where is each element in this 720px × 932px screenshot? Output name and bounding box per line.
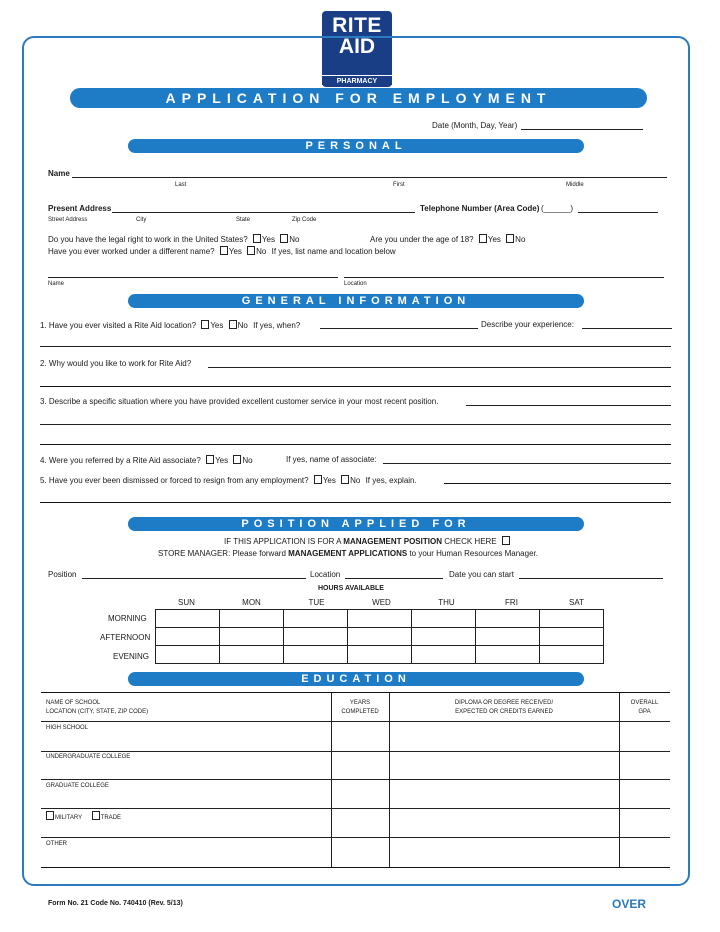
date-label: Date (Month, Day, Year) xyxy=(432,121,518,130)
other-name-yes-checkbox[interactable] xyxy=(220,246,228,255)
row-evening: EVENING xyxy=(113,652,150,661)
age-yes-label: Yes xyxy=(487,235,501,244)
store-bold: MANAGEMENT APPLICATIONS xyxy=(288,549,408,558)
store-pre: STORE MANAGER: Please forward xyxy=(158,549,289,558)
management-checkbox[interactable] xyxy=(502,536,510,545)
edu-row-graduate: GRADUATE COLLEGE xyxy=(46,783,109,789)
row-morning: MORNING xyxy=(108,614,147,623)
q1-yes-label: Yes xyxy=(210,321,224,330)
q5-no-checkbox[interactable] xyxy=(341,475,349,484)
hours-cell[interactable] xyxy=(476,646,540,664)
q4-tail: If yes, name of associate: xyxy=(286,455,377,464)
q4-row xyxy=(40,455,253,465)
management-post: CHECK HERE xyxy=(441,537,497,546)
legal-yes-checkbox[interactable] xyxy=(253,234,261,243)
first-caption: First xyxy=(393,182,405,188)
edu-col3-header-l2: EXPECTED OR CREDITS EARNED xyxy=(455,709,553,715)
management-bold: MANAGEMENT POSITION xyxy=(343,537,442,546)
position-label: Position xyxy=(48,570,77,579)
hours-cell[interactable] xyxy=(540,646,604,664)
q3-text: 3. Describe a specific situation where you have provided excellent customer service in your most recent position. xyxy=(40,397,439,406)
logo-text-pharmacy: PHARMACY xyxy=(322,75,392,85)
age-yes-checkbox[interactable] xyxy=(479,234,487,243)
q5-answer-line[interactable] xyxy=(40,502,671,503)
edu-row-rule xyxy=(41,837,670,838)
q1-describe-field[interactable] xyxy=(582,328,672,329)
hours-row-evening xyxy=(156,646,604,664)
q5-text: 5. Have you ever been dismissed or forced to resign from any employment? xyxy=(40,476,309,485)
other-name-no-label: No xyxy=(256,247,267,256)
q1-text: 1. Have you ever visited a Rite Aid location? xyxy=(40,321,197,330)
q1-describe-text: Describe your experience: xyxy=(481,320,574,329)
q5-field[interactable] xyxy=(444,483,671,484)
city-caption: City xyxy=(136,217,147,223)
q1-no-label: No xyxy=(237,321,248,330)
logo-text-aid: AID xyxy=(338,35,376,58)
state-caption: State xyxy=(236,217,251,223)
other-name-yes-label: Yes xyxy=(228,247,242,256)
store-post: to your Human Resources Manager. xyxy=(407,549,538,558)
over-label: OVER xyxy=(612,897,647,911)
q1-when-text: If yes, when? xyxy=(253,321,301,330)
edu-col1-header-l1: NAME OF SCHOOL xyxy=(46,700,101,706)
q3-field[interactable] xyxy=(466,405,671,406)
hours-cell[interactable] xyxy=(412,628,476,646)
q1-answer-line[interactable] xyxy=(40,346,671,347)
hours-cell[interactable] xyxy=(156,646,220,664)
q2-field[interactable] xyxy=(208,367,671,368)
q4-field[interactable] xyxy=(383,463,671,464)
q4-text: 4. Were you referred by a Rite Aid associate? xyxy=(40,456,201,465)
logo-text-rite: RITE xyxy=(332,14,382,37)
edu-row-rule xyxy=(41,751,670,752)
trade-checkbox[interactable] xyxy=(92,811,100,820)
other-name-tail: If yes, list name and location below xyxy=(271,247,396,256)
store-manager-line xyxy=(158,549,538,558)
other-name-text: Have you ever worked under a different name? xyxy=(48,247,215,256)
q4-yes-label: Yes xyxy=(215,456,229,465)
edu-col4-header-l1: OVERALL xyxy=(630,700,659,706)
education-table xyxy=(41,692,670,868)
other-name-question xyxy=(48,246,396,256)
location-label: Location xyxy=(310,570,341,579)
age-question xyxy=(370,234,525,244)
day-mon: MON xyxy=(242,598,261,607)
q5-row xyxy=(40,475,417,485)
q4-no-checkbox[interactable] xyxy=(233,455,241,464)
location-field[interactable] xyxy=(345,578,443,579)
q2-answer-line[interactable] xyxy=(40,386,671,387)
address-field[interactable] xyxy=(112,212,415,213)
edu-header-rule xyxy=(41,721,670,722)
hours-cell[interactable] xyxy=(412,646,476,664)
edu-col2-header-l1: YEARS xyxy=(349,700,371,706)
hours-cell[interactable] xyxy=(348,628,412,646)
section-general-information: GENERAL INFORMATION xyxy=(128,294,584,308)
street-caption: Street Address xyxy=(48,217,88,223)
management-pre: IF THIS APPLICATION IS FOR A xyxy=(224,537,344,546)
hours-cell[interactable] xyxy=(220,646,284,664)
hours-cell[interactable] xyxy=(220,610,284,628)
hours-cell[interactable] xyxy=(220,628,284,646)
form-number: Form No. 21 Code No. 740410 (Rev. 5/13) xyxy=(48,900,183,907)
address-label: Present Address xyxy=(48,204,112,213)
edu-row-high-school: HIGH SCHOOL xyxy=(46,725,89,731)
other-name-no-checkbox[interactable] xyxy=(247,246,255,255)
legal-no-label: No xyxy=(289,235,300,244)
section-education: EDUCATION xyxy=(128,672,584,686)
q5-yes-label: Yes xyxy=(322,476,336,485)
edu-col-divider xyxy=(619,693,620,867)
edu-row-military-trade xyxy=(46,811,121,821)
hours-cell[interactable] xyxy=(412,610,476,628)
day-thu: THU xyxy=(438,598,455,607)
hours-cell[interactable] xyxy=(156,628,220,646)
hours-cell[interactable] xyxy=(284,610,348,628)
hours-cell[interactable] xyxy=(348,610,412,628)
name-small-caption: Name xyxy=(48,281,65,287)
hours-cell[interactable] xyxy=(284,646,348,664)
other-location-field[interactable] xyxy=(344,277,664,278)
q1-yes-checkbox[interactable] xyxy=(201,320,209,329)
hours-row-afternoon xyxy=(156,628,604,646)
q5-tail: If yes, explain. xyxy=(365,476,417,485)
location-small-caption: Location xyxy=(344,281,367,287)
hours-grid xyxy=(155,609,604,664)
edu-row-other: OTHER xyxy=(46,841,67,847)
hours-cell[interactable] xyxy=(284,628,348,646)
q5-no-label: No xyxy=(350,476,361,485)
section-personal: PERSONAL xyxy=(128,139,584,153)
q1-row xyxy=(40,320,300,330)
name-field[interactable] xyxy=(72,177,667,178)
q3-answer-line-2[interactable] xyxy=(40,444,671,445)
middle-caption: Middle xyxy=(566,182,584,188)
day-fri: FRI xyxy=(505,598,518,607)
name-label: Name xyxy=(48,169,70,178)
form-title: APPLICATION FOR EMPLOYMENT xyxy=(70,88,647,108)
q4-no-label: No xyxy=(242,456,253,465)
hours-cell[interactable] xyxy=(156,610,220,628)
legal-yes-label: Yes xyxy=(261,235,275,244)
section-position-applied-for: POSITION APPLIED FOR xyxy=(128,517,584,531)
military-checkbox[interactable] xyxy=(46,811,54,820)
position-field[interactable] xyxy=(82,578,306,579)
edu-row-undergraduate: UNDERGRADUATE COLLEGE xyxy=(46,754,131,760)
legal-right-question xyxy=(48,234,299,244)
hours-cell[interactable] xyxy=(476,610,540,628)
edu-col1-header-l2: LOCATION (CITY, STATE, ZIP CODE) xyxy=(46,709,149,715)
hours-row-morning xyxy=(156,610,604,628)
zip-caption: Zip Code xyxy=(292,217,317,223)
q1-when-field[interactable] xyxy=(320,328,478,329)
legal-right-text: Do you have the legal right to work in the United States? xyxy=(48,235,248,244)
military-label: MILITARY xyxy=(55,815,83,821)
age-text: Are you under the age of 18? xyxy=(370,235,474,244)
hours-cell[interactable] xyxy=(540,610,604,628)
management-line xyxy=(224,536,511,546)
day-sat: SAT xyxy=(569,598,584,607)
phone-field[interactable] xyxy=(578,212,658,213)
edu-col-divider xyxy=(389,693,390,867)
day-wed: WED xyxy=(372,598,391,607)
age-no-checkbox[interactable] xyxy=(506,234,514,243)
age-no-label: No xyxy=(515,235,526,244)
edu-col-divider xyxy=(331,693,332,867)
phone-area-code: (______) xyxy=(541,204,574,213)
row-afternoon: AFTERNOON xyxy=(100,633,151,642)
other-name-field[interactable] xyxy=(48,277,338,278)
edu-col4-header-l2: GPA xyxy=(638,709,651,715)
q4-yes-checkbox[interactable] xyxy=(206,455,214,464)
last-caption: Last xyxy=(175,182,187,188)
edu-row-rule xyxy=(41,808,670,809)
trade-label: TRADE xyxy=(100,815,122,821)
q3-answer-line-1[interactable] xyxy=(40,424,671,425)
edu-row-rule xyxy=(41,779,670,780)
hours-cell[interactable] xyxy=(540,628,604,646)
q2-text: 2. Why would you like to work for Rite Aid? xyxy=(40,359,192,368)
start-date-field[interactable] xyxy=(519,578,663,579)
q5-yes-checkbox[interactable] xyxy=(314,475,322,484)
edu-col3-header-l1: DIPLOMA OR DEGREE RECEIVED/ xyxy=(454,700,554,706)
date-field[interactable] xyxy=(521,129,643,130)
hours-cell[interactable] xyxy=(348,646,412,664)
phone-label: Telephone Number (Area Code) xyxy=(420,204,540,213)
edu-col2-header-l2: COMPLETED xyxy=(341,709,379,715)
day-sun: SUN xyxy=(178,598,195,607)
hours-available-label: HOURS AVAILABLE xyxy=(318,585,384,592)
day-tue: TUE xyxy=(308,598,325,607)
q1-no-checkbox[interactable] xyxy=(229,320,237,329)
legal-no-checkbox[interactable] xyxy=(280,234,288,243)
start-date-label: Date you can start xyxy=(449,570,514,579)
hours-cell[interactable] xyxy=(476,628,540,646)
